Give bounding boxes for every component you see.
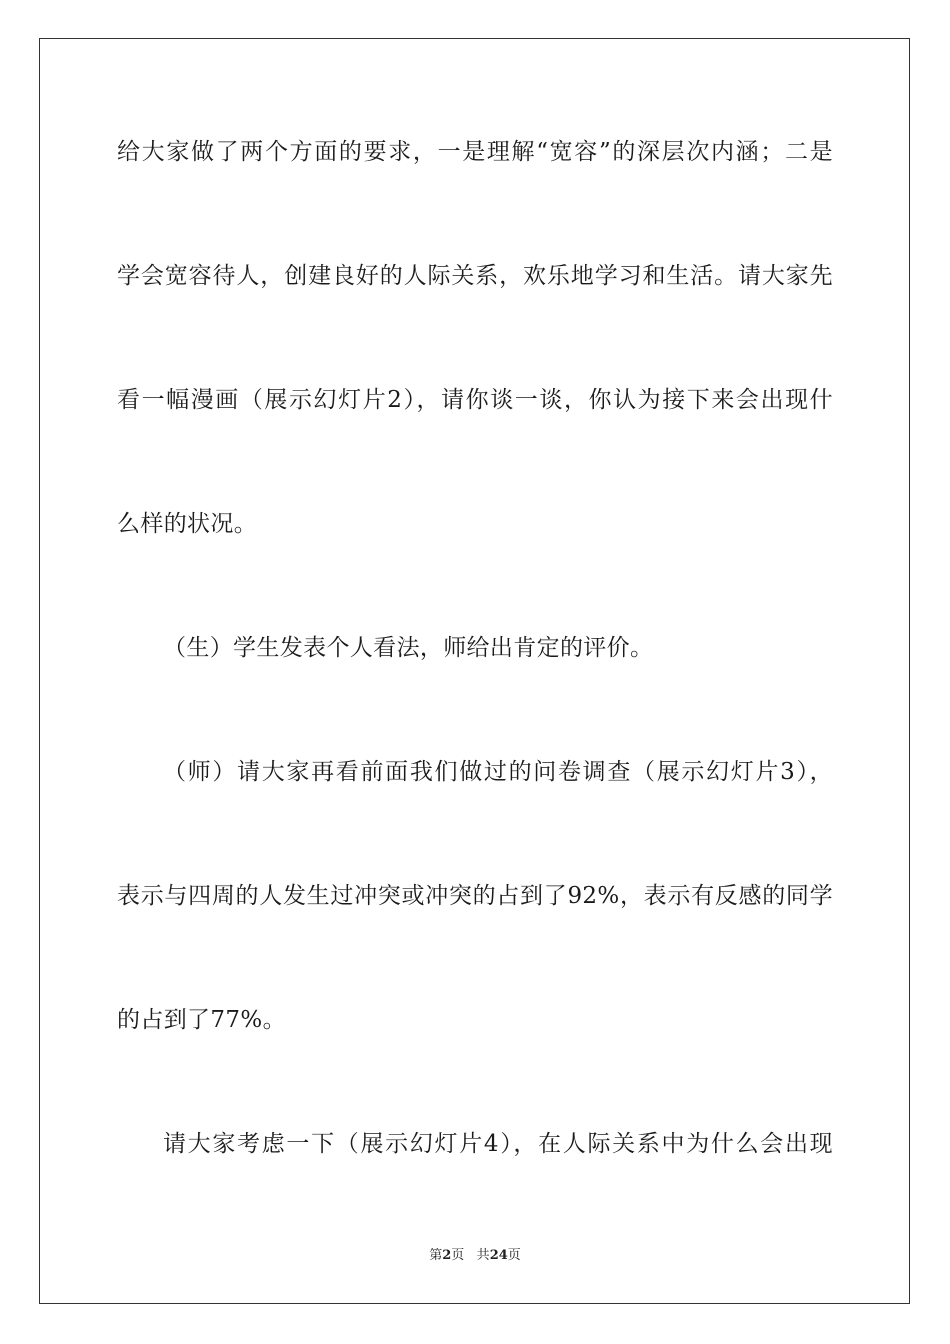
paragraph-line-8: 的占到了77%。 [117,1007,286,1033]
footer-total-pages: 24 [489,1248,508,1263]
footer-page-number: 2 [442,1248,452,1263]
paragraph-line-9: 请大家考虑一下（展示幻灯片4），在人际关系中为什么会出现 [163,1131,833,1157]
page-footer [0,1247,950,1265]
footer-page-prefix: 第 [429,1248,443,1263]
paragraph-line-7: 表示与四周的人发生过冲突或冲突的占到了92%，表示有反感的同学 [117,883,833,909]
footer-total-prefix: 共 [476,1248,490,1263]
paragraph-line-1: 给大家做了两个方面的要求，一是理解“宽容”的深层次内涵；二是 [117,139,833,165]
footer-page-suffix: 页 [451,1248,465,1263]
paragraph-line-2: 学会宽容待人，创建良好的人际关系，欢乐地学习和生活。请大家先 [117,263,833,289]
footer-total-suffix: 页 [507,1248,521,1263]
paragraph-line-5: （生）学生发表个人看法，师给出肯定的评价。 [163,635,654,661]
paragraph-line-6: （师）请大家再看前面我们做过的问卷调查（展示幻灯片3）， [163,759,833,785]
paragraph-line-4: 么样的状况。 [117,511,258,537]
paragraph-line-3: 看一幅漫画（展示幻灯片2），请你谈一谈，你认为接下来会出现什 [117,387,833,413]
page-border [39,38,910,1304]
